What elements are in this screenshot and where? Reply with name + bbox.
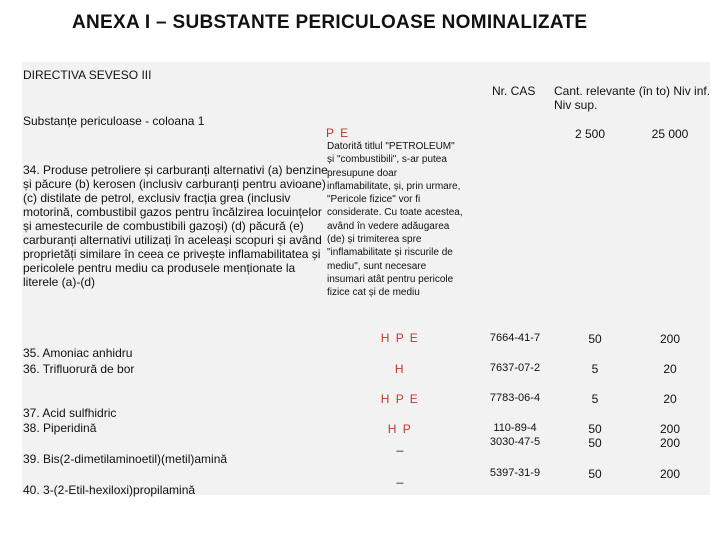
substance-name: 35. Amoniac anhidru (23, 346, 133, 360)
substance-name: 40. 3-(2-Etil-hexiloxi)propilamină (23, 483, 196, 497)
substance-name: 36. Trifluorură de bor (23, 362, 135, 376)
cas-column-header: Nr. CAS (492, 84, 536, 98)
petroleum-description: 34. Produse petroliere și carburanți alternativi (a) benzine și păcure (b) kerosen (inclusiv carburanți pentru avioane) (c) distilate de petrol, exclusiv fracția grea (inclusiv motorină, combustibil gazos pentru încălzirea locuințelor și amestecurile de combustibili gazoși) (d) păcură (e) carburanți alternativi utilizați în aceleași scopuri și având proprietăți similare în ceea ce privește inflamabilitatea și pericolele pentru mediu ca produsele menționate la literele (a)-(d) (23, 163, 328, 289)
upper-threshold: 25 000 (651, 127, 689, 141)
cas-number: 3030-47-5 (489, 436, 541, 448)
substances-column-header: Substanțe periculoase - coloana 1 (23, 114, 205, 128)
cas-number: 7664-41-7 (489, 332, 541, 344)
lower-threshold: 50 (588, 332, 602, 346)
cas-number: 7783-06-4 (489, 392, 541, 404)
substance-name: 38. Piperidină (23, 421, 97, 435)
lower-threshold: 5 (591, 392, 599, 406)
hazard-code: H P E (380, 331, 420, 345)
upper-threshold: 200 (659, 332, 681, 346)
lower-threshold: 50 (588, 436, 602, 450)
substance-name: 39. Bis(2-dimetilaminoetil)(metil)amină (23, 452, 228, 466)
upper-threshold: 200 (659, 422, 681, 436)
lower-threshold: 50 (588, 422, 602, 436)
upper-threshold: 200 (659, 467, 681, 481)
hazard-code: _ (396, 438, 404, 452)
cas-number: 110-89-4 (493, 422, 537, 434)
hazard-code: H P (387, 422, 413, 436)
substance-name: 37. Acid sulfhidric (23, 406, 117, 420)
directive-label: DIRECTIVA SEVESO III (23, 68, 152, 82)
hazard-code: H P E (380, 392, 420, 406)
hazard-code: _ (396, 470, 404, 484)
quantities-column-header: Cant. relevante (în to) Niv inf. Niv sup. (554, 84, 711, 112)
cas-number: 5397-31-9 (489, 467, 541, 479)
upper-threshold: 20 (663, 362, 677, 376)
cas-number: 7637-07-2 (489, 362, 541, 374)
page-title: ANEXA I – SUBSTANTE PERICULOASE NOMINALIZATE (72, 12, 588, 33)
lower-threshold: 50 (588, 467, 602, 481)
hazard-code-petroleum: P E (326, 126, 350, 140)
upper-threshold: 200 (659, 436, 681, 450)
petroleum-note: Datorită titlul "PETROLEUM" și "combustibili", s-ar putea presupune doar inflamabilitate, și, prin urmare, "Pericole fizice" vor fi considerate. Cu toate acestea, având în vedere adăugarea (de) și trimiterea spre "inflamabilitate și riscurile de mediu", sunt necesare insumari atât pentru pericole fizice cat și de mediu (327, 141, 463, 299)
hazard-code: H (394, 362, 406, 376)
lower-threshold: 5 (591, 362, 599, 376)
upper-threshold: 20 (663, 392, 677, 406)
lower-threshold: 2 500 (574, 127, 606, 141)
